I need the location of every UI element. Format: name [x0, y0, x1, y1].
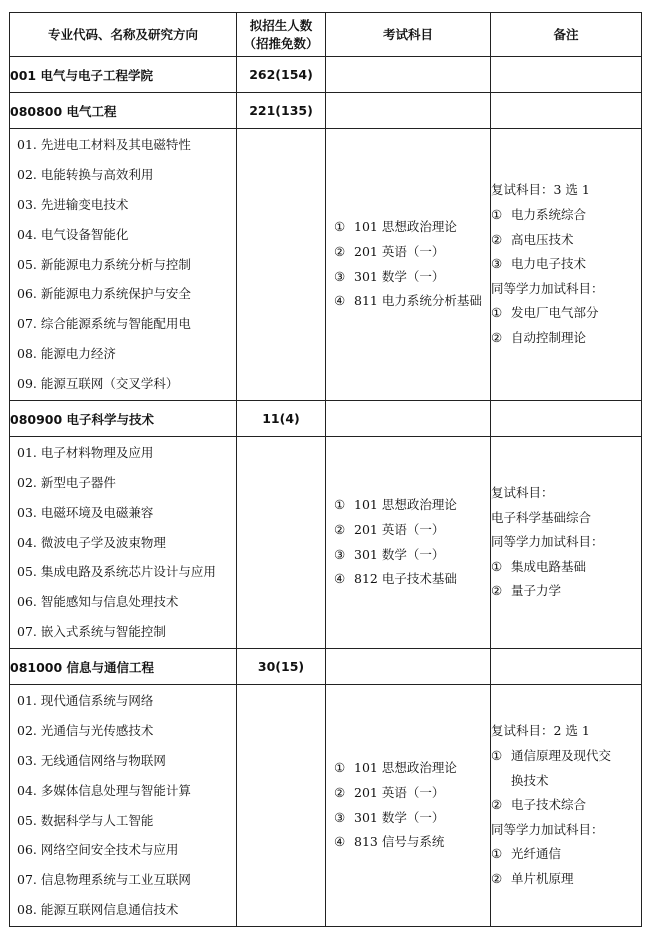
major-details-row [10, 685, 642, 927]
exam-subjects [326, 437, 491, 649]
list-item: 04. 电气设备智能化 [17, 226, 129, 242]
major-name: 080900 电子科学与技术 [10, 401, 237, 437]
list-item: 07. 综合能源系统与智能配用电 [17, 316, 191, 332]
major-enrollment: 30(15) [237, 649, 326, 685]
exam-item: ① 101 思想政治理论 [334, 219, 457, 235]
exam-item: ③ 301 数学（一） [334, 809, 445, 825]
major-enrollment: 221(135) [237, 93, 326, 129]
extra-item: ② 自动控制理论 [491, 329, 587, 345]
school-row [10, 57, 642, 93]
major-details-row [10, 437, 642, 649]
list-item: 04. 微波电子学及波束物理 [17, 534, 166, 550]
retest-subject: 电子科学基础综合 [491, 509, 592, 525]
extra-title: 同等学力加试科目： [491, 280, 604, 296]
exam-subjects [326, 685, 491, 927]
school-name: 001 电气与电子工程学院 [10, 57, 237, 93]
retest-item: ① 通信原理及现代交 [491, 748, 612, 764]
list-item: 05. 数据科学与人工智能 [17, 812, 154, 828]
major-details-row [10, 129, 642, 401]
exam-item: ① 101 思想政治理论 [334, 497, 457, 513]
list-item: 07. 信息物理系统与工业互联网 [17, 872, 191, 888]
list-item: 06. 新能源电力系统保护与安全 [17, 286, 191, 302]
exam-item: ④ 812 电子技术基础 [334, 571, 457, 587]
remarks [491, 437, 642, 649]
list-item: 03. 电磁环境及电磁兼容 [17, 504, 154, 520]
major-name: 080800 电气工程 [10, 93, 237, 129]
remarks [491, 685, 642, 927]
exam-subjects [326, 129, 491, 401]
extra-item: ① 集成电路基础 [491, 558, 587, 574]
major-enrollment: 11(4) [237, 401, 326, 437]
list-item: 05. 新能源电力系统分析与控制 [17, 256, 191, 272]
exam-item: ③ 301 数学（一） [334, 546, 445, 562]
extra-title: 同等学力加试科目： [491, 534, 604, 550]
header-enrollment-line2: （招推免数） [243, 35, 319, 51]
list-item: 02. 光通信与光传感技术 [17, 723, 154, 739]
extra-item: ① 光纤通信 [491, 846, 562, 862]
exam-item: ④ 811 电力系统分析基础 [334, 293, 482, 309]
list-item: 06. 网络空间安全技术与应用 [17, 842, 179, 858]
retest-item: ② 高电压技术 [491, 231, 574, 247]
retest-item: ③ 电力电子技术 [491, 256, 587, 272]
research-directions [10, 129, 237, 401]
retest-item: ① 电力系统综合 [491, 207, 587, 223]
header-enrollment-line1: 拟招生人数 [249, 17, 313, 33]
extra-item: ② 单片机原理 [491, 870, 574, 886]
exam-item: ② 201 英语（一） [334, 521, 445, 537]
list-item: 08. 能源电力经济 [17, 345, 116, 361]
retest-item: ② 电子技术综合 [491, 797, 587, 813]
header-exam-subjects: 考试科目 [326, 13, 491, 57]
remarks [491, 129, 642, 401]
list-item: 07. 嵌入式系统与智能控制 [17, 623, 166, 639]
list-item: 02. 新型电子器件 [17, 475, 116, 490]
enrollment-table [9, 12, 642, 927]
major-name: 081000 信息与通信工程 [10, 649, 237, 685]
list-item: 06. 智能感知与信息处理技术 [17, 594, 179, 610]
major-row [10, 401, 642, 437]
header-enrollment [237, 13, 326, 57]
table-header-row [10, 13, 642, 57]
school-enrollment: 262(154) [237, 57, 326, 93]
list-item: 04. 多媒体信息处理与智能计算 [17, 782, 191, 798]
extra-item: ① 发电厂电气部分 [491, 305, 599, 321]
header-major-direction: 专业代码、名称及研究方向 [10, 13, 237, 57]
major-row [10, 649, 642, 685]
list-item: 05. 集成电路及系统芯片设计与应用 [17, 564, 216, 580]
exam-item: ④ 813 信号与系统 [334, 834, 445, 850]
retest-title: 复试科目： [491, 485, 554, 501]
retest-item-continued: 换技术 [511, 772, 549, 788]
list-item: 03. 先进输变电技术 [17, 197, 129, 212]
research-directions [10, 685, 237, 927]
list-item: 09. 能源互联网（交叉学科） [17, 375, 179, 391]
exam-item: ① 101 思想政治理论 [334, 760, 457, 776]
list-item: 01. 先进电工材料及其电磁特性 [17, 137, 191, 153]
list-item: 02. 电能转换与高效利用 [17, 167, 154, 183]
list-item: 01. 电子材料物理及应用 [17, 445, 154, 461]
retest-title: 复试科目：2 选 1 [491, 723, 590, 739]
exam-item: ② 201 英语（一） [334, 243, 445, 259]
research-directions [10, 437, 237, 649]
header-remarks: 备注 [491, 13, 642, 57]
list-item: 03. 无线通信网络与物联网 [17, 752, 166, 768]
list-item: 08. 能源互联网信息通信技术 [17, 901, 179, 917]
exam-item: ③ 301 数学（一） [334, 268, 445, 284]
extra-title: 同等学力加试科目： [491, 821, 604, 837]
exam-item: ② 201 英语（一） [334, 784, 445, 800]
extra-item: ② 量子力学 [491, 583, 562, 599]
retest-title: 复试科目：3 选 1 [491, 182, 590, 198]
list-item: 01. 现代通信系统与网络 [17, 693, 154, 709]
major-row [10, 93, 642, 129]
